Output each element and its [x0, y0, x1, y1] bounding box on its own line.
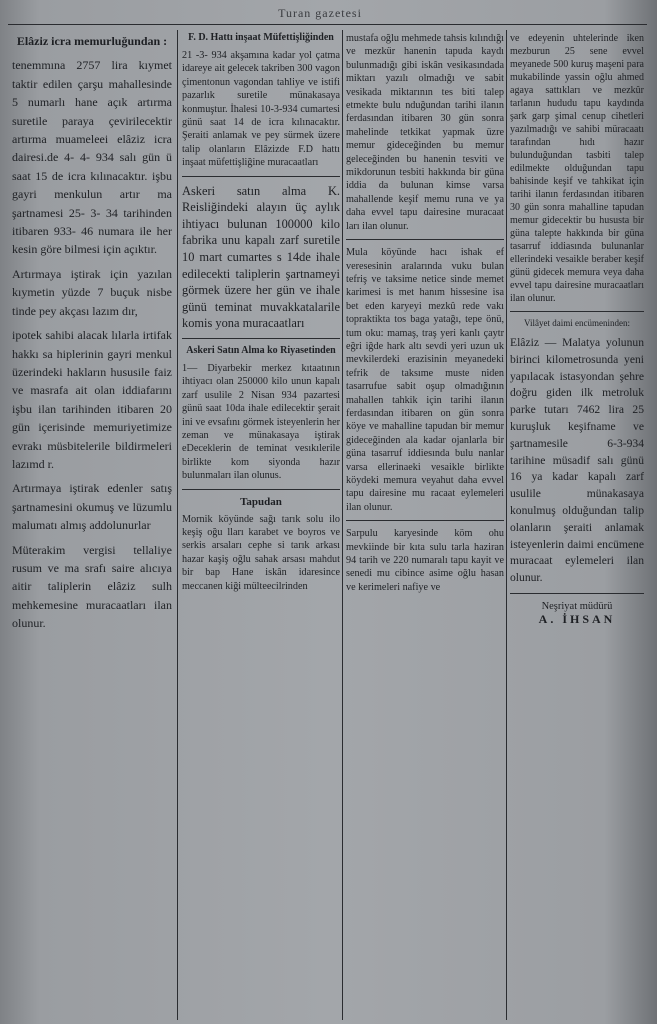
- notice-paragraph: Askeri satın alma K. Reisliğindeki alayın üç aylık ihtiyacı bulunan 100000 kilo fabrika unu kapalı zarf suretile 10 mart cumartes s 14de ihale edilecekti taliplerin şartnameyi görmek üzere her gün ve ihale günü teminat muvakkatalarile komis yona muracaatları: [182, 183, 340, 331]
- notice-paragraph: mustafa oğlu mehmede tahsis kılındığı ve mezkür hanenin tapuda kaydı bulunmadığı gibi iskân vesikasındada miktarı yazılı olmadığı ve sabit vesikada miktarının tes biti talep etmekte bulu nduğundan tarihi ilanın ferdasından itibaren 30 gün sonra mahelinde tetkikat yapmak üzre memur gideceğinden bu memur geleceğinden bu hanenin tesviti ve mikdorunun tesbiti hakkında bir güna iddia da bulunan kimse varsa mahallende keşif memu runa ve ya daha evvel tapu dairesine muracaat ları ilan olunur.: [346, 33, 504, 232]
- notice-paragraph: Artırmaya iştirak edenler satış şartnamesini okumuş ve lüzumlu malumatı almış addolunurlar: [12, 481, 172, 533]
- notice-paragraph: ve edeyenin uhtelerinde iken mezburun 25 sene evvel meyanede 500 kuruş maşeni para mukabilinde yassin oğlu ahmed agaya sattıkları ve mezkûr tarlanın hududu tapu kaydında şark garp şimal cenup cihetleri yazılmadığı ve sahibi müracaatı tarafından hıdı hazır bulunduğundan tasbiti talep edilmekte olduğundan tapu bahisinde keşif ve tahkikat için tarihi ilanın ferdasından itibaren 30 gün sonra mahalline tapudan memur gidecektir bu hususta bir güna talepte hakkında bir güna tasarruf iddiasında bulunanlar ellerindeki vesaikle beraber keşif günü gidecek memura veya daha evvel tapu dairesine muracaatları ilan olunur.: [510, 33, 644, 304]
- section-divider: [182, 489, 340, 490]
- signature-role: Neşriyat müdürü: [541, 600, 613, 612]
- notice-paragraph: 1— Diyarbekir merkez kıtaatının ihtiyacı olan 250000 kilo unun kapalı zarf usulile 2 Nisan 934 pazartesi günü saat 10da ihale edilecektir şerait ini ve evsafını görmek isteyenlerin her zeman ve münakasaya iştirak eDeceklerin de teminat vesıkılerile birlikte kom siyonda hazır bulunmaları ilan olunus.: [182, 363, 340, 482]
- notice-paragraph: ipotek sahibi alacak lılarla irtifak hakkı sa hiplerinin gayri menkul üzerindeki hakların hususile faiz ve masrafa ait olan iddiafarını işbu ilan tarihinden itibaren 20 gün içerisinde memuriyetimize evrakı müsbitelerile bildirmeleri lazımd r.: [12, 328, 172, 471]
- notice-paragraph: Mula köyünde hacı ishak ef veresesinin aralarında vuku bulan tefriş ve taksime netice sinde memet karimesi is met hanım hissesine isa bet eden karyeyi mezkû rede vakı topraktikta tos baga yatağı, tepe önü, tum oku: mamaş, traş yeri kanlı çaytr eğri iğde hark altı sevdi yeri uzun uk mevkilerdeki erazisinin meyanedeki tefrik de taksıme muste niden tasarrufue sabit oşup olmadığının mahallen tahkik için tarihi ilanın ferdasından itibaren on gün sonra köye ve mahalline tapudan bir memur gideceğinden ala kadar ojanlarla bir güna tasarruf iddiesında bulu nanlar varsa ellerinaeki vesaikle birlikte köydeki memura veyahut daha evvel tapu dairesine mu racaat eylemeleri ilan olunur.: [346, 247, 504, 513]
- notice-paragraph: Elâziz — Malatya yolunun birinci kilometrosunda yeni yapılacak istasyondan şehre doğru giden ilk metroluk parke tutarı 7462 lira 25 kuruşluk keşifname ve şartnamesile 6-3-934 tarihine müsadif salı günü 16 ya kadar kapalı zarf usulile münakasaya konulmuş olduğundan talip olanların şeraiti anlamak isteyenlerin daimi encümene muracaat eylemeleri ilan olunur.: [510, 336, 644, 585]
- notice-title: Askeri Satın Alma ko Riyasetinden: [186, 345, 336, 356]
- notice-title: Elâziz icra memurluğundan :: [16, 34, 168, 48]
- section-divider: [510, 311, 644, 312]
- notice-title: Tapudan: [240, 495, 282, 508]
- section-divider: [346, 520, 504, 521]
- column-rule-3: [506, 30, 507, 1020]
- column-1: [12, 32, 172, 639]
- notice-paragraph: 21 -3- 934 akşamına kadar yol çatma idareye ait gelecek takriben 300 vagon çimentonun vagondan tahliye ve istifi pazarlık suretile münakasaya konmuştur. İhalesi 10-3-934 cumartesi günü saat 14 de icra kılınacaktır. Şeraiti anlamak ve pey sürmek üzere talip olanların Elâzizde F.D hattı inşaat müfettişliğine muracaatları: [182, 50, 340, 169]
- section-divider: [510, 593, 644, 594]
- column-rule-2: [342, 30, 343, 1020]
- notice-paragraph: Mornik köyünde sağı tarık solu ilo keşiş oğu lları karabet ve boyros ve serkis arsaları cephe si tarık arkası hazar kaşiş oğlu sahak arsası mahdut bir bap Hane iskân idaresince meccanen kiği mülteecilrinden: [182, 513, 340, 592]
- column-3: [346, 32, 504, 600]
- notice-subtitle: Vilâyet daimi encümeninden:: [524, 318, 630, 328]
- column-4: [510, 32, 644, 626]
- signature-name: A. İHSAN: [538, 611, 616, 626]
- section-divider: [346, 239, 504, 240]
- column-2: [182, 32, 340, 599]
- notice-paragraph: Müterakim vergisi tellaliye rusum ve ma srafı saire alıcıya aitir taliplerin elâziz sulh mehkemesine muracaatları ilan olunur.: [12, 542, 172, 631]
- section-divider: [182, 176, 340, 177]
- section-divider: [182, 338, 340, 339]
- publisher-signature: [510, 600, 644, 626]
- notice-title: F. D. Hattı inşaat Müfettişliğinden: [188, 32, 334, 43]
- page-header: Turan gazetesi: [278, 6, 362, 20]
- notice-paragraph: Artırmaya iştirak için yazılan kıymetin yüzde 7 buçuk nisbe tinde pey akçası lazım dır,: [12, 266, 172, 318]
- column-rule-1: [177, 30, 178, 1020]
- header-rule: [8, 24, 647, 25]
- notice-paragraph: Sarpulu karyesinde köm ohu mevkiinde bir kıta sulu tarla haziran 94 tarih ve 220 numaralı tapu kayit ve senedi mu cibince asime oğlu hasan ve kerimeleri nafiye ve: [346, 528, 504, 593]
- notice-paragraph: tenemmına 2757 lira kıymet taktir edilen çarşu mahallesinde 5 numarlı hane açık artırma suretile paraya çevirilecektir artırma muameleei elâziz icra dairesi.de 4- 4- 934 salı gün ü saat 15 de icra kılınacaktır. işbu gayri menkulun artır ma şartnamesi 25- 3- 34 tarihinden itibaren 933- 46 numara ile her kesin göre bilmesi için açıktır.: [12, 58, 172, 257]
